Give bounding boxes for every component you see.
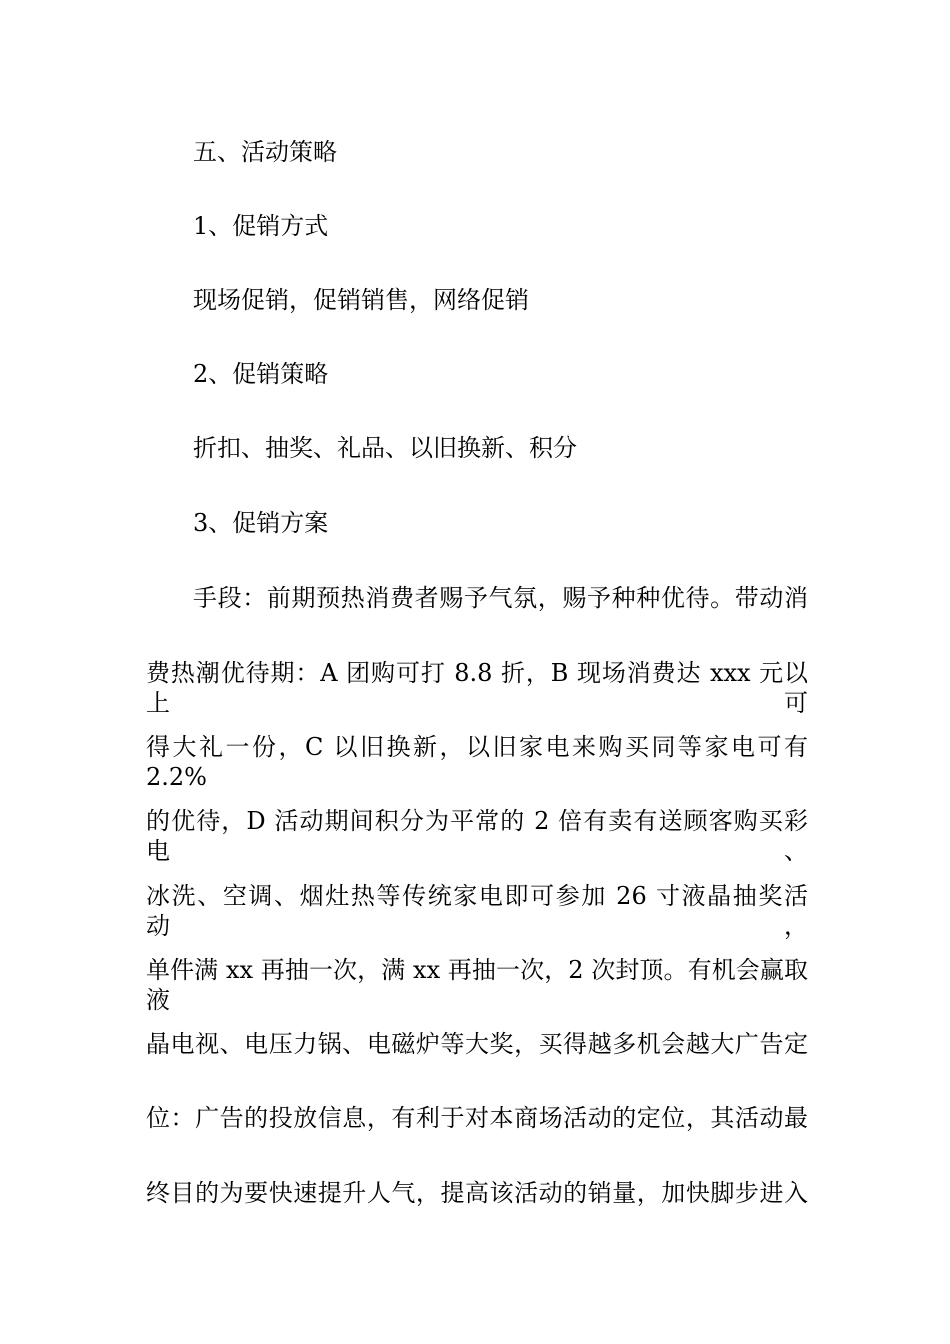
paragraph-line: 冰洗、空调、烟灶热等传统家电即可参加 26 寸液晶抽奖活动，: [146, 882, 808, 940]
item-2-body: 折扣、抽奖、礼品、以旧换新、积分: [193, 434, 577, 462]
item-1-body: 现场促销，促销销售，网络促销: [193, 286, 529, 314]
item-1-title: 1、促销方式: [193, 212, 329, 240]
item-2-title: 2、促销策略: [193, 360, 329, 388]
paragraph-line: 终目的为要快速提升人气，提高该活动的销量，加快脚步进入: [146, 1179, 808, 1207]
paragraph-line: 单件满 xx 再抽一次，满 xx 再抽一次，2 次封顶。有机会赢取液: [146, 956, 808, 1014]
paragraph-line: 晶电视、电压力锅、电磁炉等大奖，买得越多机会越大广告定: [146, 1030, 808, 1058]
paragraph-line: 位：广告的投放信息，有利于对本商场活动的定位，其活动最: [146, 1104, 808, 1132]
paragraph-line: 的优待，D 活动期间积分为平常的 2 倍有卖有送顾客购买彩电、: [146, 807, 808, 865]
paragraph-line: 手段：前期预热消费者赐予气氛，赐予种种优待。带动消: [193, 584, 808, 612]
section-heading: 五、活动策略: [193, 138, 337, 166]
item-3-title: 3、促销方案: [193, 509, 329, 537]
paragraph-line: 费热潮优待期：A 团购可打 8.8 折，B 现场消费达 xxx 元以上可: [146, 659, 808, 717]
paragraph-line: 得大礼一份，C 以旧换新，以旧家电来购买同等家电可有 2.2%: [146, 733, 808, 791]
